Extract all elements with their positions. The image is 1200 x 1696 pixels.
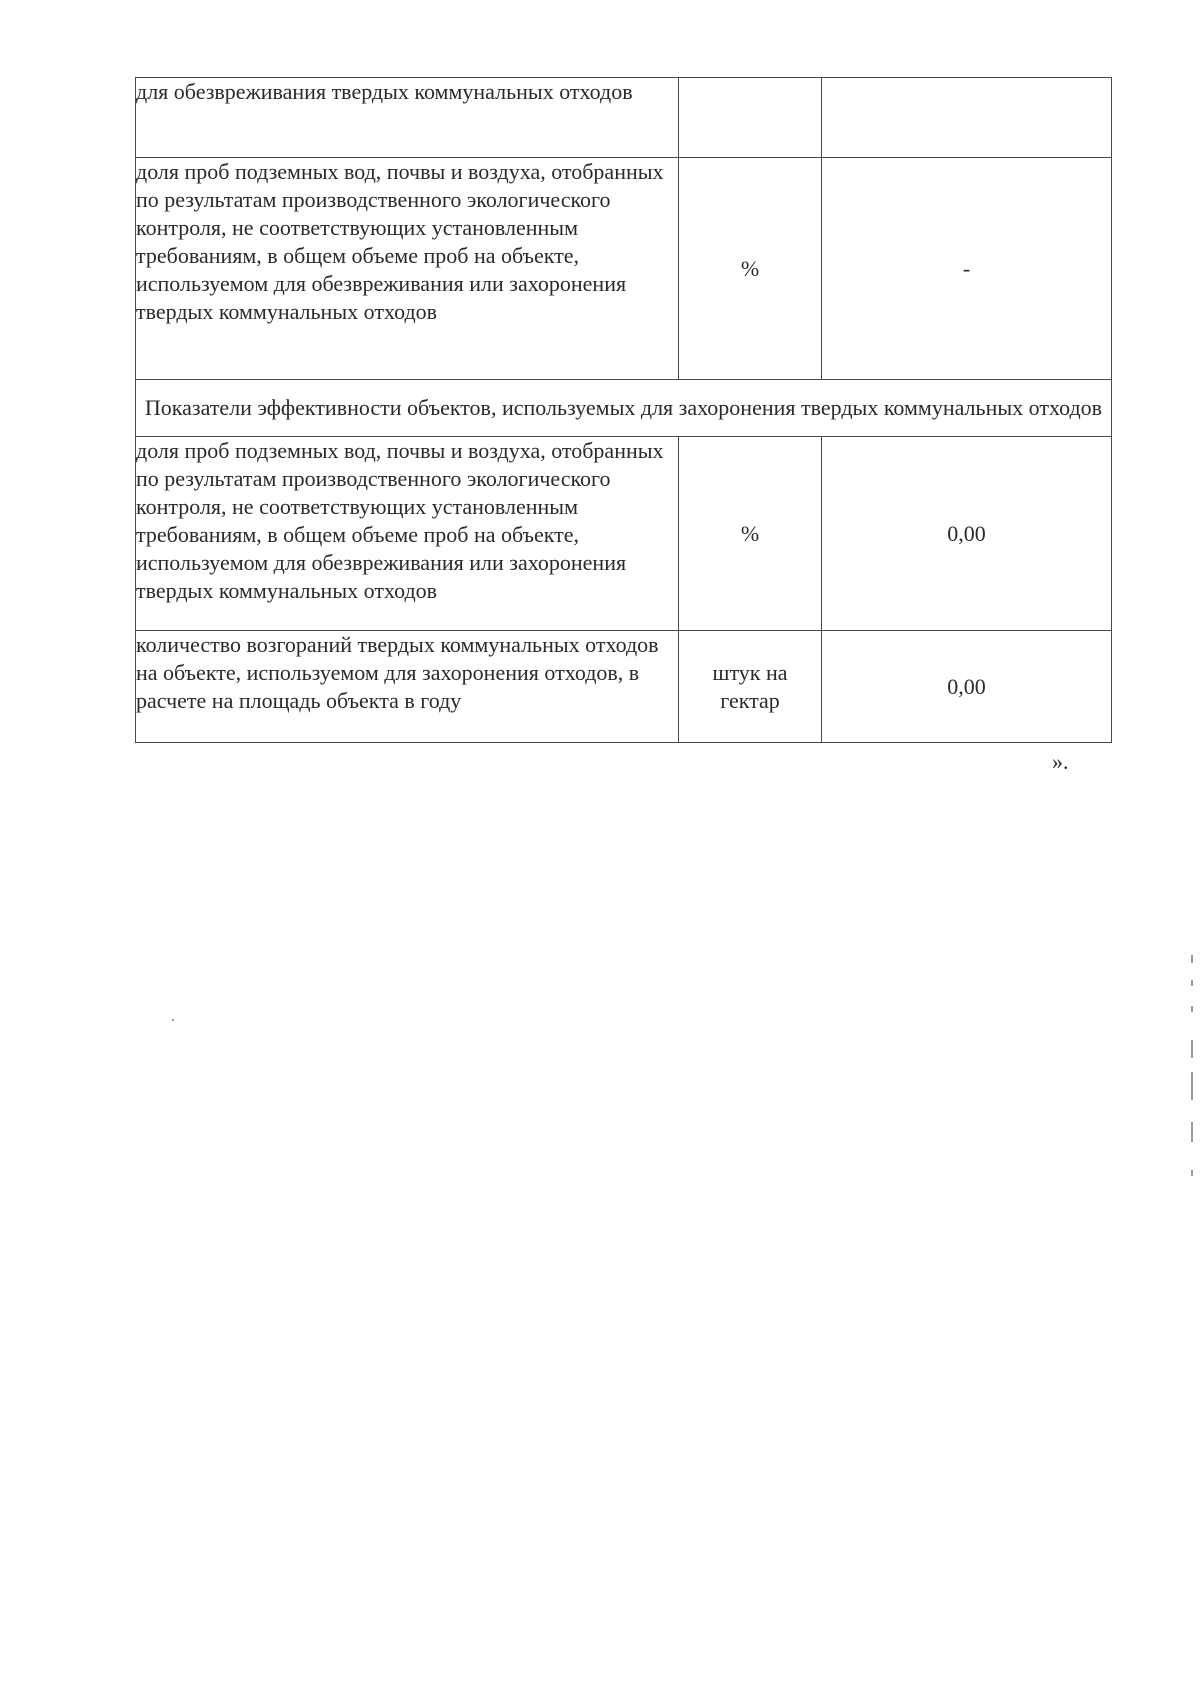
table-row <box>136 631 1112 743</box>
value-cell: 0,00 <box>822 631 1112 743</box>
scan-artifact <box>1191 1040 1193 1058</box>
indicator-cell: количество возгораний твердых коммунальных отходов на объекте, используемом для захоронения отходов, в расчете на площадь объекта в году <box>136 631 679 743</box>
unit-cell: % <box>679 158 822 380</box>
indicator-cell: для обезвреживания твердых коммунальных отходов <box>136 78 679 158</box>
section-heading: Показатели эффективности объектов, используемых для захоронения твердых коммунальных отходов <box>136 380 1112 437</box>
scan-artifact <box>1191 1072 1193 1100</box>
value-cell: - <box>822 158 1112 380</box>
unit-cell: % <box>679 437 822 631</box>
section-heading-row <box>136 380 1112 437</box>
table-row <box>136 437 1112 631</box>
scan-artifact <box>1191 955 1193 963</box>
table-row <box>136 78 1112 158</box>
scan-artifact <box>1191 1170 1193 1176</box>
value-cell: 0,00 <box>822 437 1112 631</box>
scan-artifact <box>1191 1122 1193 1142</box>
scan-artifact <box>1191 1006 1193 1012</box>
table-row <box>136 158 1112 380</box>
unit-cell <box>679 78 822 158</box>
closing-quote-mark: ». <box>1052 749 1069 774</box>
scan-artifact <box>1191 980 1193 986</box>
indicators-table <box>135 77 1112 743</box>
value-cell <box>822 78 1112 158</box>
scan-artifact <box>172 1019 174 1021</box>
indicator-cell: доля проб подземных вод, почвы и воздуха, отобранных по результатам производственного экологического контроля, не соответствующих установленным требованиям, в общем объеме проб на объекте, используемом для обезвреживания или захоронения твердых коммунальных отходов <box>136 437 679 631</box>
unit-cell: штук на гектар <box>679 631 822 743</box>
indicator-cell: доля проб подземных вод, почвы и воздуха, отобранных по результатам производственного экологического контроля, не соответствующих установленным требованиям, в общем объеме проб на объекте, используемом для обезвреживания или захоронения твердых коммунальных отходов <box>136 158 679 380</box>
